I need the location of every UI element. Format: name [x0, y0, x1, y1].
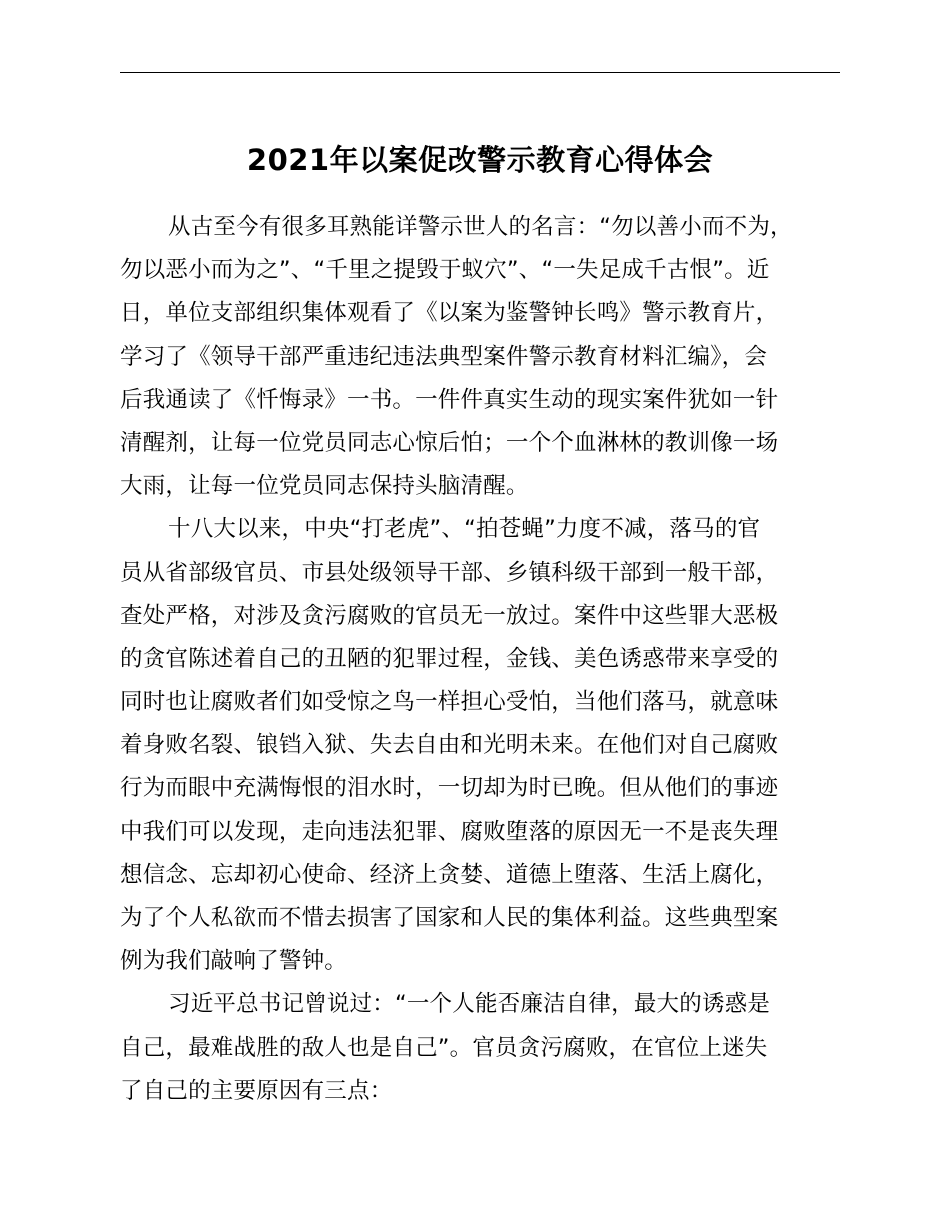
- header-rule: [120, 72, 840, 73]
- text-line: 同时也让腐败者们如受惊之鸟一样担心受怕，当他们落马，就意味: [120, 689, 779, 716]
- text-line: 日，单位支部组织集体观看了《以案为鉴警钟长鸣》警示教育片，: [120, 300, 779, 327]
- text-line: 员从省部级官员、市县处级领导干部、乡镇科级干部到一般干部，: [120, 559, 779, 586]
- document-body: [120, 206, 865, 1113]
- text-line: 例为我们敲响了警钟。: [120, 948, 348, 975]
- text-line: 了自己的主要原因有三点：: [120, 1077, 393, 1104]
- text-line: 中我们可以发现，走向违法犯罪、腐败堕落的原因无一不是丧失理: [120, 818, 779, 845]
- text-line: 十八大以来，中央“打老虎”、“拍苍蝇”力度不减，落马的官: [168, 516, 761, 543]
- text-line: 大雨，让每一位党员同志保持头脑清醒。: [120, 473, 529, 500]
- text-line: 从古至今有很多耳熟能详警示世人的名言：“勿以善小而不为，: [168, 214, 793, 240]
- paragraph-cases: [120, 508, 865, 983]
- document-title: 2021年以案促改警示教育心得体会: [246, 143, 714, 177]
- text-line: 想信念、忘却初心使命、经济上贪婪、道德上堕落、生活上腐化，: [120, 861, 779, 888]
- text-line: 为了个人私欲而不惜去损害了国家和人民的集体利益。这些典型案: [120, 905, 779, 931]
- text-line: 习近平总书记曾说过：“一个人能否廉洁自律，最大的诱惑是: [168, 991, 771, 1018]
- text-line: 自己，最难战胜的敌人也是自己”。官员贪污腐败，在官位上迷失: [120, 1034, 768, 1061]
- text-line: 勿以恶小而为之”、“千里之提毁于蚁穴”、“一失足成千古恨”。近: [120, 257, 770, 284]
- text-line: 着身败名裂、锒铛入狱、失去自由和光明未来。在他们对自己腐败: [120, 732, 779, 759]
- text-line: 学习了《领导干部严重违纪违法典型案件警示教育材料汇编》，会: [120, 343, 768, 370]
- text-line: 行为而眼中充满悔恨的泪水时，一切却为时已晚。但从他们的事迹: [120, 775, 779, 802]
- text-line: 后我通读了《忏悔录》一书。一件件真实生动的现实案件犹如一针: [120, 386, 779, 413]
- text-line: 清醒剂，让每一位党员同志心惊后怕；一个个血淋林的教训像一场: [120, 429, 779, 456]
- paragraph-intro: [120, 206, 865, 508]
- text-line: 的贪官陈述着自己的丑陋的犯罪过程，金钱、美色诱惑带来享受的: [120, 645, 779, 672]
- paragraph-quote: [120, 983, 865, 1113]
- text-line: 查处严格，对涉及贪污腐败的官员无一放过。案件中这些罪大恶极: [120, 602, 779, 629]
